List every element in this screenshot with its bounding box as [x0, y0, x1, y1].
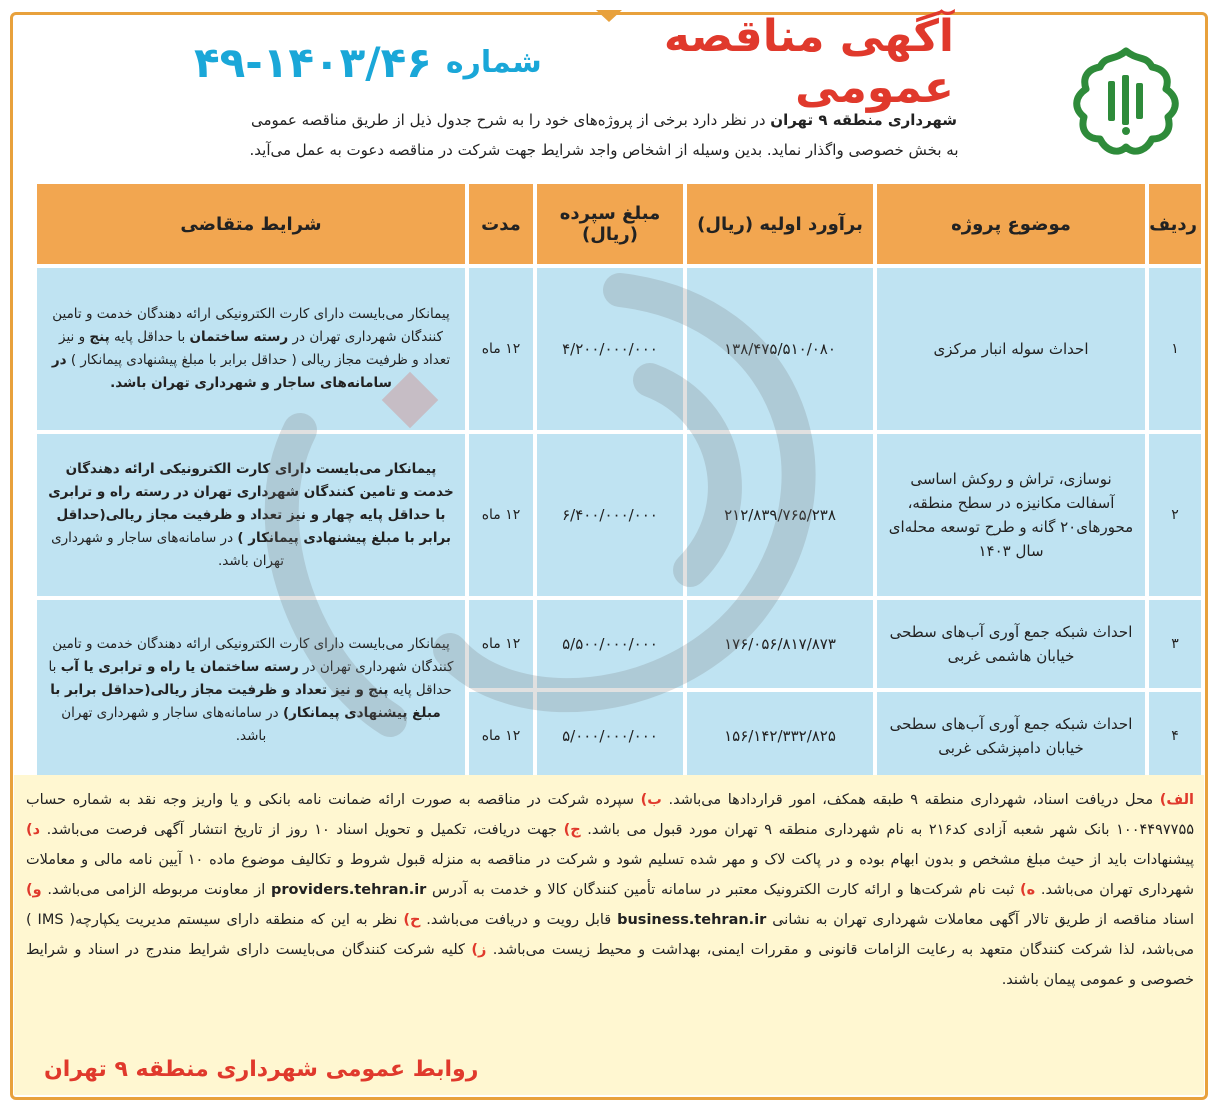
cell-subject: احداث شبکه جمع آوری آب‌های سطحی خیابان دامپزشکی غربی	[877, 692, 1145, 780]
intro-text	[154, 105, 1054, 165]
cond-bold: پیمانکار می‌بایست دارای کارت الکترونیکی ارائه دهندگان خدمت و تامین کنندگان شهرداری تهران در	[65, 460, 454, 500]
tehran-municipality-logo-icon	[1066, 43, 1186, 163]
term-he-2: از معاونت مربوطه الزامی می‌باشد.	[47, 882, 266, 898]
cond-bold: و نیز تعداد و ظرفیت مجاز ریالی(حداقل برابر با مبلغ پیشنهادی پیمانکار)	[50, 681, 441, 721]
cond-bold: رسته ساختمان	[189, 329, 289, 345]
cond-bold: رسته ساختمان یا راه و ترابری یا آب	[60, 658, 299, 675]
notice-header	[14, 11, 1204, 180]
header-duration: مدت	[469, 184, 533, 264]
cond-text: پیمانکار می‌بایست دارای کارت الکترونیکی ارائه دهندگان خدمت و تامین کنندگان شهرداری تهران در	[52, 306, 450, 345]
cell-row-number: ۳	[1149, 600, 1201, 688]
cond-text: و نیز تعداد و ظرفیت مجاز ریالی ( حداقل برابر با مبلغ پیشنهادی پیمانکار )	[59, 329, 451, 368]
cond-text: پیمانکار می‌بایست دارای کارت الکترونیکی ارائه دهندگان خدمت و تامین کنندگان شهرداری تهران در	[52, 635, 454, 675]
term-dal: پیشنهادات باید از حیث مبلغ مشخص و بدون ابهام بوده و در پاکت لاک و مهر شده تسلیم شود و شرکت در مناقصه به منزله قبول شروط و تکالیف موضوع ماده ۱۰ آیین نامه مالی و معاملات شهرداری تهران می‌باشد.	[26, 852, 1195, 898]
footer-terms	[26, 785, 1194, 995]
cell-deposit: ۶/۴۰۰/۰۰۰/۰۰۰	[537, 434, 683, 596]
cell-conditions	[37, 434, 465, 596]
marker-vav: و)	[26, 882, 42, 898]
cell-estimate: ۱۵۶/۱۴۲/۳۳۲/۸۲۵	[687, 692, 873, 780]
intro-org: شهرداری منطقه ۹ تهران	[770, 111, 958, 129]
marker-dal: د)	[26, 822, 41, 838]
cell-estimate: ۲۱۲/۸۳۹/۷۶۵/۲۳۸	[687, 434, 873, 596]
cond-bold: در سامانه‌های ساجار و شهرداری تهران باشد.	[51, 352, 392, 391]
intro-line-1	[154, 105, 1054, 135]
cell-conditions	[37, 268, 465, 430]
url-business[interactable]: business.tehran.ir	[617, 912, 767, 928]
intro-line-2: به بخش خصوصی واگذار نماید. بدین وسیله از اشخاص واجد شرایط جهت شرکت در مناقصه دعوت به عمل می‌آید.	[249, 141, 959, 159]
cell-subject: احداث شبکه جمع آوری آب‌های سطحی خیابان هاشمی غربی	[877, 600, 1145, 688]
cond-text: در سامانه‌های ساجار و شهرداری تهران باشد.	[51, 529, 284, 569]
marker-he: ه)	[1019, 882, 1036, 898]
cell-duration: ۱۲ ماه	[469, 692, 533, 780]
cond-bold: با حداقل پایه چهار	[323, 506, 446, 523]
header-estimate: برآورد اولیه (ریال)	[687, 184, 873, 264]
notice-title	[194, 11, 954, 113]
cell-conditions	[37, 600, 465, 780]
marker-z: ز)	[471, 942, 487, 958]
cell-duration: ۱۲ ماه	[469, 434, 533, 596]
title-word: شماره	[445, 44, 542, 80]
term-vav-2: قابل رویت و دریافت می‌باشد.	[426, 912, 612, 928]
marker-alef: الف)	[1159, 792, 1195, 808]
notice-footer	[14, 775, 1204, 1095]
cell-subject: نوسازی، تراش و روکش اساسی آسفالت مکانیزه در سطح منطقه، محورهای۲۰ گانه و طرح توسعه محله‌ای سال ۱۴۰۳	[877, 434, 1145, 596]
cell-row-number: ۲	[1149, 434, 1201, 596]
marker-h: ح)	[403, 912, 421, 928]
title-main: آگهی مناقصه عمومی	[663, 11, 954, 113]
cell-estimate: ۱۷۶/۰۵۶/۸۱۷/۸۷۳	[687, 600, 873, 688]
header-conditions: شرایط متقاضی	[37, 184, 465, 264]
marker-jim: ج)	[563, 822, 581, 838]
cell-deposit: ۵/۰۰۰/۰۰۰/۰۰۰	[537, 692, 683, 780]
table-header-row	[37, 184, 1201, 264]
cond-bold: پنج	[368, 681, 389, 698]
cell-deposit: ۴/۲۰۰/۰۰۰/۰۰۰	[537, 268, 683, 430]
table-row	[37, 268, 1201, 430]
header-subject: موضوع پروژه	[877, 184, 1145, 264]
cell-row-number: ۱	[1149, 268, 1201, 430]
cell-duration: ۱۲ ماه	[469, 268, 533, 430]
cell-deposit: ۵/۵۰۰/۰۰۰/۰۰۰	[537, 600, 683, 688]
term-alef: محل دریافت اسناد، شهرداری منطقه ۹ طبقه همکف، امور قراردادها می‌باشد.	[668, 792, 1154, 808]
header-deposit: مبلغ سپرده (ریال)	[537, 184, 683, 264]
table-row	[37, 600, 1201, 688]
term-jim: جهت دریافت، تکمیل و تحویل اسناد ۱۰ روز از تاریخ انتشار آگهی فرصت می‌باشد.	[46, 822, 557, 838]
term-he: ثبت نام شرکت‌ها و ارائه کارت الکترونیک معتبر در سامانه تأمین کنندگان کالا و خدمت به آدرس	[432, 882, 1015, 898]
term-be: سپرده شرکت در مناقصه به صورت ارائه ضمانت نامه بانکی و یا واریز وجه نقد به شماره حساب ۱۰۰۴۴۹۷۷۵۵ بانک شهر شعبه آزادی کد۲۱۶ به نام شهرداری منطقه ۹ تهران مورد قبول می باشد.	[26, 792, 1195, 838]
projects-table	[33, 180, 1205, 784]
cell-duration: ۱۲ ماه	[469, 600, 533, 688]
term-z: کلیه شرکت کنندگان می‌بایست دارای شرایط مندرج در اسناد و شرایط خصوصی و عمومی پیمان باشند.	[26, 942, 1194, 988]
cell-estimate: ۱۳۸/۴۷۵/۵۱۰/۰۸۰	[687, 268, 873, 430]
signature: روابط عمومی شهرداری منطقه ۹ تهران	[44, 1057, 479, 1082]
cond-text: در سامانه‌های ساجار و شهرداری تهران باشد.	[61, 704, 279, 744]
marker-be: ب)	[640, 792, 662, 808]
term-h: نظر به این که منطقه دارای سیستم مدیریت یکپارچه( IMS ) می‌باشد، لذا شرکت کنندگان متعهد به رعایت الزامات قانونی و مقررات ایمنی، بهداشت و محیط زیست می‌باشد.	[26, 912, 1195, 958]
title-number: ۴۹-۱۴۰۳/۴۶	[194, 37, 432, 87]
term-vav: اسناد مناقصه از طریق تالار آگهی معاملات شهرداری تهران به نشانی	[772, 912, 1195, 928]
cond-bold: رسته راه و ترابری	[48, 483, 170, 500]
cond-bold: و نیز تعداد و ظرفیت مجاز ریالی(حداقل برابر با مبلغ پیشنهادی پیمانکار )	[56, 506, 451, 546]
cond-text: با حداقل پایه	[48, 658, 452, 698]
header-row-number: ردیف	[1149, 184, 1201, 264]
cell-row-number: ۴	[1149, 692, 1201, 780]
table-row	[37, 434, 1201, 596]
cell-subject: احداث سوله انبار مرکزی	[877, 268, 1145, 430]
cond-bold: پنج	[89, 329, 110, 345]
cond-text: با حداقل پایه	[114, 329, 186, 345]
intro-line-1-rest: در نظر دارد برخی از پروژه‌های خود را به شرح جدول ذیل از طریق مناقصه عمومی	[250, 111, 766, 129]
url-providers[interactable]: providers.tehran.ir	[270, 882, 427, 898]
